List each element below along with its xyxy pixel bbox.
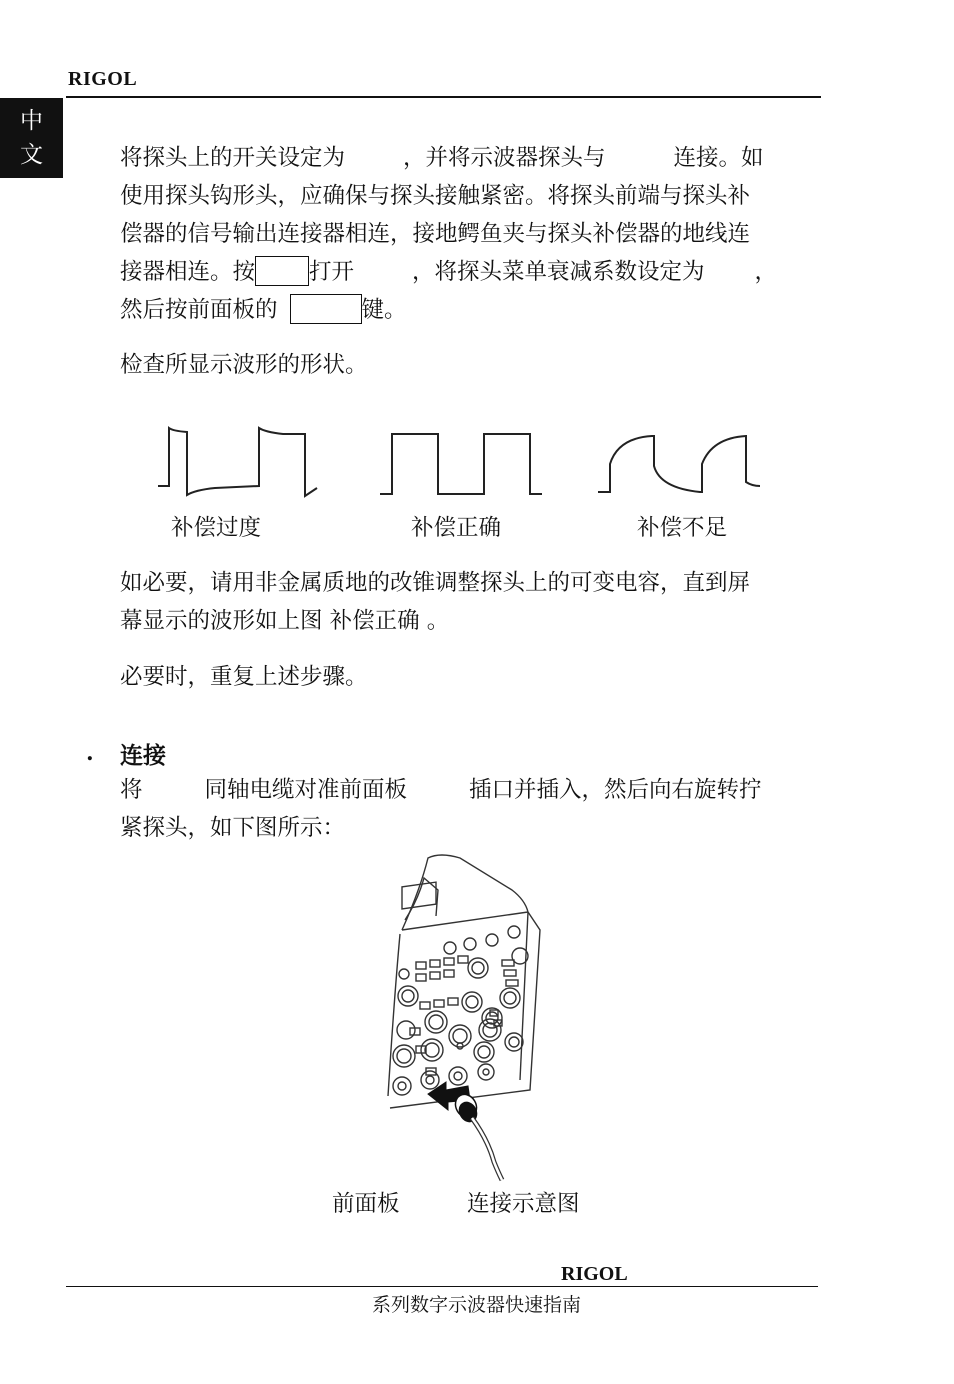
auto-key-box: [290, 294, 362, 324]
paragraph-connect-probe: [120, 771, 820, 847]
para5-line1-text-b: 同轴电缆对准前面板: [204, 777, 408, 803]
footer-guide-title: 系列数字示波器快速指南: [372, 1294, 582, 1316]
label-correct: 补偿正确: [411, 515, 502, 541]
para1-line5: [120, 291, 820, 329]
para1-line4-text-a: 接器相连。按: [120, 259, 256, 285]
label-overcompensated: 补偿过度: [171, 515, 262, 541]
para5-line1: [120, 771, 820, 809]
para3-line1: 如必要，请用非金属质地的改锥调整探头上的可变电容，直到屏: [120, 570, 751, 596]
para1-line5-text-b: 键。: [361, 297, 407, 323]
paragraph-repeat-steps: 必要时，重复上述步骤。: [120, 664, 368, 690]
para1-line4: [120, 253, 820, 291]
para1-line1-text-c: 连接。如: [673, 145, 764, 171]
section-title: 连接: [120, 742, 166, 769]
paragraph-adjust-capacitor: [120, 564, 820, 640]
footer-brand: RIGOL: [561, 1263, 628, 1285]
language-tab-line2: 文: [20, 142, 43, 168]
front-panel-connection-illustration: [380, 850, 545, 1180]
para1-line3: 偿器的信号输出连接器相连，接地鳄鱼夹与探头补偿器的地线连: [120, 221, 751, 247]
caption-connection-diagram: 连接示意图: [467, 1191, 580, 1217]
para1-line4-text-d: ，: [754, 259, 778, 285]
label-undercompensated: 补偿不足: [637, 515, 728, 541]
para1-line1: [120, 139, 820, 177]
waveform-correct: [378, 428, 548, 500]
language-tab[interactable]: [0, 98, 63, 178]
channel-key-box: [255, 256, 309, 286]
section-bullet: .: [86, 740, 94, 766]
para5-line1-text-c: 插口并插入，然后向右旋转拧: [469, 777, 762, 803]
para1-line1-text-a: 将探头上的开关设定为: [120, 145, 346, 171]
para1-line1-text-b: ，并将示波器探头与: [403, 145, 606, 171]
footer-rule: [66, 1286, 818, 1287]
para1-line4-text-c: ，将探头菜单衰减系数设定为: [412, 259, 705, 285]
waveform-undercompensated: [596, 430, 766, 500]
para3-line2: 幕显示的波形如上图 补偿正确 。: [120, 608, 450, 634]
para5-line1-text-a: 将: [120, 777, 143, 803]
para1-line2: 使用探头钩形头，应确保与探头接触紧密。将探头前端与探头补: [120, 183, 751, 209]
caption-front-panel: 前面板: [332, 1191, 400, 1217]
waveform-overcompensated: [155, 422, 325, 502]
para1-line4-text-b: 打开: [309, 259, 355, 285]
para5-line2: 紧探头，如下图所示：: [120, 815, 346, 841]
language-tab-line1: 中: [20, 108, 43, 134]
header-brand: RIGOL: [68, 68, 138, 90]
para1-line5-text-a: 然后按前面板的: [120, 297, 278, 323]
paragraph-check-waveform: 检查所显示波形的形状。: [120, 352, 368, 378]
paragraph-probe-setup: [120, 139, 820, 329]
header-rule: [66, 96, 821, 98]
